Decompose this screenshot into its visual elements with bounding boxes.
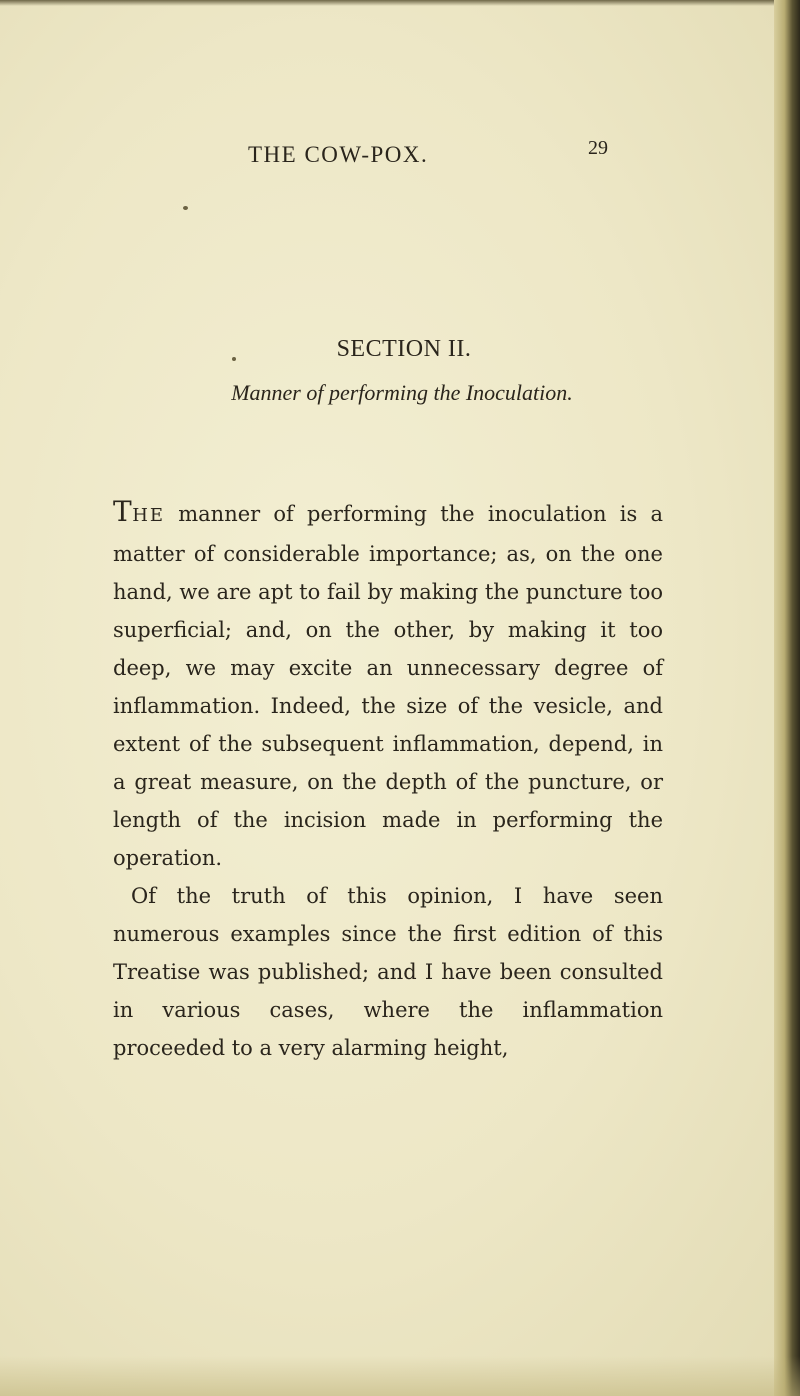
- page-bottom-stain: [0, 1356, 800, 1396]
- ink-speck: [183, 206, 188, 210]
- paragraph-2: [113, 877, 663, 1067]
- drop-initial: T: [113, 495, 133, 528]
- section-heading: SECTION II.: [336, 336, 472, 362]
- section-subheading: Manner of performing the Inoculation.: [231, 380, 573, 405]
- drop-word: [113, 495, 165, 528]
- paragraph-2-text: Of the truth of this opinion, I have seen numerous examples since the first edition of this Treatise was published; and I have been consulted in various cases, where the inflammation proceeded to a very alarming height,: [113, 884, 663, 1060]
- page-top-shadow: [0, 0, 800, 6]
- body-text: [113, 493, 663, 1067]
- running-head: THE COW-POX.: [248, 142, 429, 167]
- drop-word-rest: HE: [132, 505, 166, 526]
- paragraph-1: [113, 493, 663, 877]
- paragraph-1-text: manner of performing the inoculation is a matter of considerable importance; as, on the one hand, we are apt to fail by making the puncture too superficial; and, on the other, by making it too deep, we may excite an unnecessary degree of inflammation. Indeed, the size of the vesicle, and extent of the subsequent inflammation, depend, in a great measure, on the depth of the puncture, or length of the incision made in performing the operation.: [113, 502, 663, 870]
- page-number: 29: [588, 137, 608, 159]
- page-spine-edge: [774, 0, 800, 1396]
